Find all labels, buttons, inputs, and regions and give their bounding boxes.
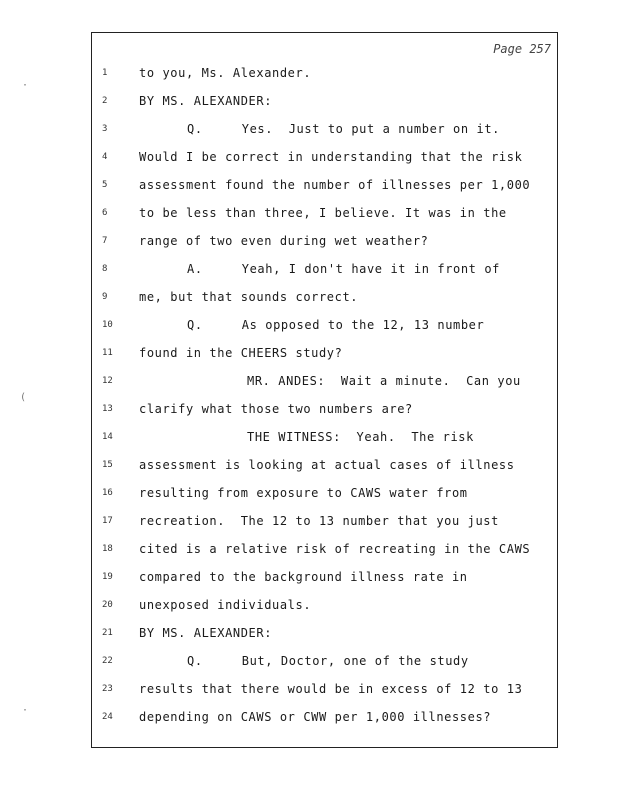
line-number: 7	[102, 236, 108, 246]
line-number: 6	[102, 208, 108, 218]
line-text: resulting from exposure to CAWS water from	[139, 486, 468, 500]
line-number: 3	[102, 124, 108, 134]
line-text: Q. But, Doctor, one of the study	[187, 654, 469, 668]
line-text: found in the CHEERS study?	[139, 346, 343, 360]
line-text: to you, Ms. Alexander.	[139, 66, 312, 80]
line-number: 15	[102, 460, 113, 470]
line-text: compared to the background illness rate in	[139, 570, 468, 584]
line-number: 23	[102, 684, 113, 694]
transcript-line	[0, 680, 618, 700]
transcript-line	[0, 176, 618, 196]
line-text: me, but that sounds correct.	[139, 290, 359, 304]
line-text: range of two even during wet weather?	[139, 234, 429, 248]
transcript-line	[0, 428, 618, 448]
transcript-line	[0, 456, 618, 476]
transcript-line	[0, 344, 618, 364]
line-text: Q. Yes. Just to put a number on it.	[187, 122, 500, 136]
line-text: BY MS. ALEXANDER:	[139, 626, 273, 640]
transcript-line	[0, 708, 618, 728]
line-text: results that there would be in excess of 12 to 13	[139, 682, 523, 696]
line-number: 17	[102, 516, 113, 526]
line-number: 1	[102, 68, 108, 78]
line-text: THE WITNESS: Yeah. The risk	[247, 430, 474, 444]
scan-mark: (	[20, 392, 27, 403]
page-number: Page 257	[493, 42, 551, 56]
transcript-line	[0, 148, 618, 168]
line-number: 18	[102, 544, 113, 554]
line-text: to be less than three, I believe. It was in the	[139, 206, 507, 220]
transcript-line	[0, 204, 618, 224]
transcript-line	[0, 260, 618, 280]
transcript-line	[0, 624, 618, 644]
line-number: 12	[102, 376, 113, 386]
line-number: 24	[102, 712, 113, 722]
line-number: 21	[102, 628, 113, 638]
transcript-line	[0, 596, 618, 616]
line-number: 10	[102, 320, 113, 330]
transcript-line	[0, 568, 618, 588]
line-text: A. Yeah, I don't have it in front of	[187, 262, 500, 276]
transcript-line	[0, 512, 618, 532]
line-text: assessment found the number of illnesses per 1,000	[139, 178, 531, 192]
line-text: assessment is looking at actual cases of illness	[139, 458, 515, 472]
line-number: 16	[102, 488, 113, 498]
line-text: BY MS. ALEXANDER:	[139, 94, 273, 108]
transcript-line	[0, 232, 618, 252]
transcript-line	[0, 400, 618, 420]
line-text: MR. ANDES: Wait a minute. Can you	[247, 374, 521, 388]
line-text: unexposed individuals.	[139, 598, 312, 612]
line-number: 11	[102, 348, 113, 358]
line-number: 13	[102, 404, 113, 414]
scan-mark: ·	[22, 705, 29, 716]
transcript-line	[0, 64, 618, 84]
line-number: 14	[102, 432, 113, 442]
line-number: 8	[102, 264, 108, 274]
scan-mark: ·	[22, 80, 29, 91]
transcript-line	[0, 120, 618, 140]
line-text: recreation. The 12 to 13 number that you just	[139, 514, 499, 528]
line-number: 5	[102, 180, 108, 190]
line-text: cited is a relative risk of recreating in the CAWS	[139, 542, 531, 556]
line-number: 22	[102, 656, 113, 666]
transcript-line	[0, 316, 618, 336]
transcript-line	[0, 92, 618, 112]
line-text: clarify what those two numbers are?	[139, 402, 413, 416]
transcript-line	[0, 652, 618, 672]
transcript-line	[0, 484, 618, 504]
line-number: 20	[102, 600, 113, 610]
line-number: 4	[102, 152, 108, 162]
line-text: Q. As opposed to the 12, 13 number	[187, 318, 485, 332]
transcript-line	[0, 540, 618, 560]
line-number: 19	[102, 572, 113, 582]
line-number: 9	[102, 292, 108, 302]
transcript-line	[0, 288, 618, 308]
line-number: 2	[102, 96, 108, 106]
line-text: Would I be correct in understanding that the risk	[139, 150, 523, 164]
line-text: depending on CAWS or CWW per 1,000 illnesses?	[139, 710, 492, 724]
transcript-line	[0, 372, 618, 392]
